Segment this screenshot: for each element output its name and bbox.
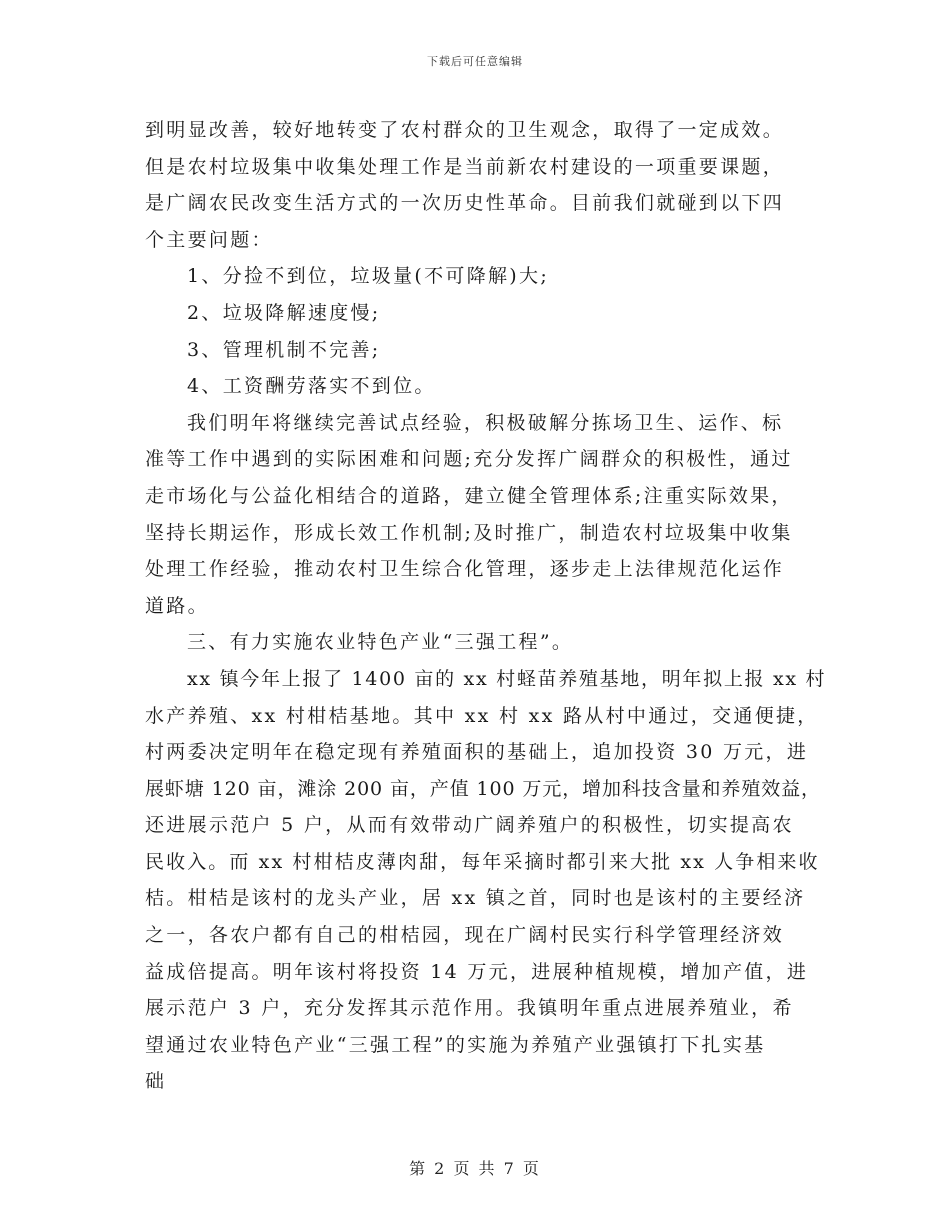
text-line: 展示范户 3 户，充分发挥其示范作用。我镇明年重点进展养殖业，希 — [145, 997, 794, 1020]
text-line: 处理工作经验，推动农村卫生综合化管理，逐步走上法律规范化运作 — [145, 558, 785, 581]
text-line: 我们明年将继续完善试点经验，积极破解分拣场卫生、运作、标 — [187, 411, 784, 434]
text-line: 三、有力实施农业特色产业“三强工程”。 — [187, 631, 574, 654]
text-line: 村两委决定明年在稳定现有养殖面积的基础上，追加投资 30 万元，进 — [145, 741, 809, 764]
problem-item-1 — [145, 258, 825, 295]
paragraph — [145, 661, 825, 1100]
text-line: 道路。 — [145, 594, 209, 617]
text-line: 桔。柑桔是该村的龙头产业，居 xx 镇之首，同时也是该村的主要经济 — [145, 887, 806, 910]
text-line: 益成倍提高。明年该村将投资 14 万元，进展种植规模，增加产值，进 — [145, 960, 809, 983]
text-line: 之一，各农户都有自己的柑桔园，现在广阔村民实行科学管理经济效 — [145, 924, 785, 947]
text-line: 是广阔农民改变生活方式的一次历史性革命。目前我们就碰到以下四 — [145, 192, 785, 215]
text-line: 民收入。而 xx 村柑桔皮薄肉甜，每年采摘时都引来大批 xx 人争相来收 — [145, 850, 820, 873]
problem-item-2 — [145, 295, 825, 332]
text-line: 2、垃圾降解速度慢; — [187, 301, 381, 324]
text-line: 1、分捡不到位，垃圾量(不可降解)大; — [187, 265, 550, 288]
problem-item-4 — [145, 368, 825, 405]
header-note: 下载后可任意编辑 — [427, 55, 523, 68]
text-line: 3、管理机制不完善; — [187, 338, 381, 361]
section-heading — [145, 624, 825, 661]
document-body — [145, 112, 825, 1100]
text-line: 坚持长期运作，形成长效工作机制;及时推广，制造农村垃圾集中收集 — [145, 521, 793, 544]
page-number: 第 2 页 共 7 页 — [409, 1159, 541, 1178]
text-line: 水产养殖、xx 村柑桔基地。其中 xx 村 xx 路从村中通过，交通便捷， — [145, 704, 819, 727]
text-line: 准等工作中遇到的实际困难和问题;充分发挥广阔群众的积极性，通过 — [145, 448, 793, 471]
text-line: 到明显改善，较好地转变了农村群众的卫生观念，取得了一定成效。 — [145, 119, 785, 141]
text-line: 望通过农业特色产业“三强工程”的实施为养殖产业强镇打下扎实基 — [145, 1033, 766, 1056]
text-line: 展虾塘 120 亩，滩涂 200 亩，产值 100 万元，增加科技含量和养殖效益， — [145, 777, 821, 800]
text-line: 还进展示范户 5 户，从而有效带动广阔养殖户的积极性，切实提高农 — [145, 814, 794, 837]
paragraph — [145, 405, 825, 625]
paragraph — [145, 112, 825, 258]
text-line: 个主要问题： — [145, 228, 273, 251]
text-line: 走市场化与公益化相结合的道路，建立健全管理体系;注重实际效果， — [145, 484, 793, 507]
text-line: 但是农村垃圾集中收集处理工作是当前新农村建设的一项重要课题， — [145, 155, 785, 178]
text-line: xx 镇今年上报了 1400 亩的 xx 村蛏苗养殖基地，明年拟上报 xx 村 — [187, 667, 827, 690]
problem-item-3 — [145, 332, 825, 369]
text-line: 础 — [145, 1070, 167, 1093]
text-line: 4、工资酬劳落实不到位。 — [187, 375, 436, 398]
